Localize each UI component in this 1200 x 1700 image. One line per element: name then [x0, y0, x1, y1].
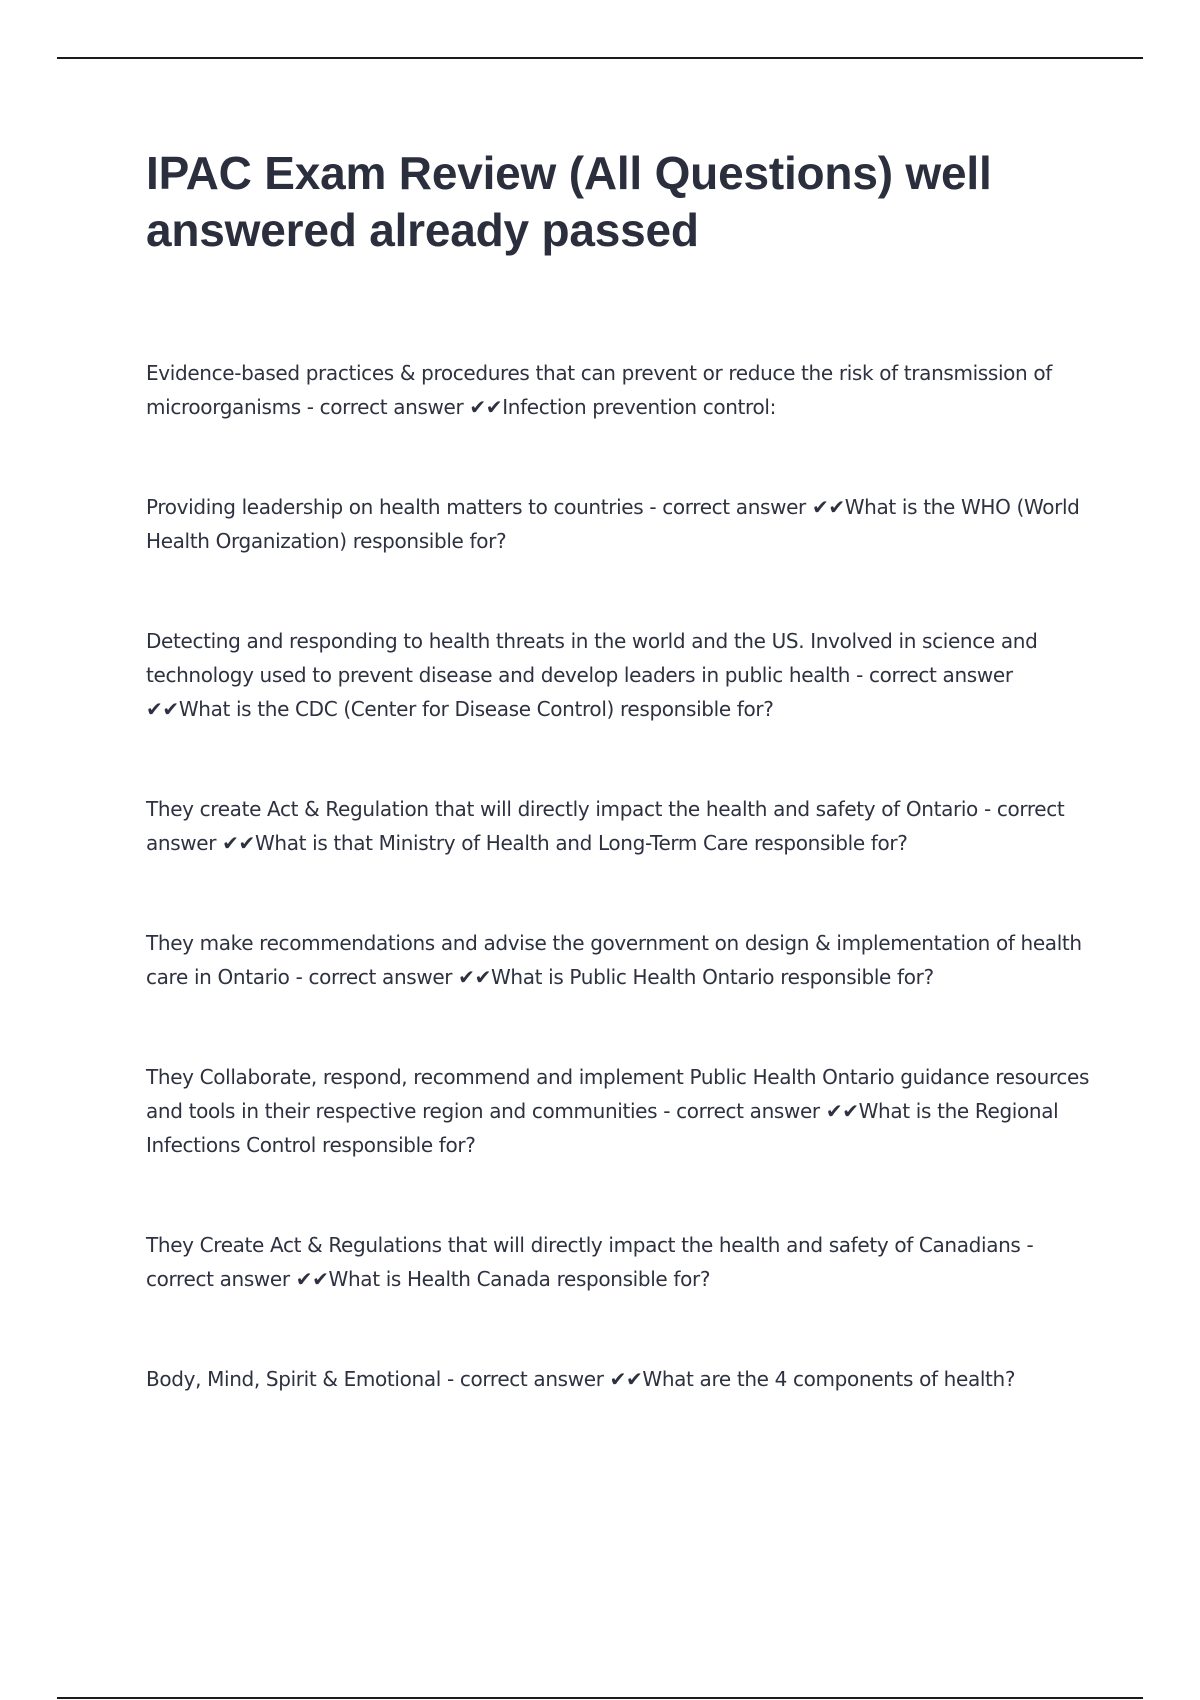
qa-item-text: Providing leadership on health matters to countries - correct answer ✔✔What is the WHO (World Health Organization) responsible for?: [146, 495, 1080, 553]
qa-item-text: Detecting and responding to health threats in the world and the US. Involved in science and technology used to prevent disease and develop leaders in public health - correct answer ✔✔What is the CDC (Center for Disease Control) responsible for?: [146, 629, 1038, 721]
qa-item-text: Body, Mind, Spirit & Emotional - correct answer ✔✔What are the 4 components of health?: [146, 1367, 1016, 1391]
qa-item-text: They Create Act & Regulations that will directly impact the health and safety of Canadians - correct answer ✔✔What is Health Canada responsible for?: [146, 1233, 1034, 1291]
qa-item-text: They make recommendations and advise the government on design & implementation of health care in Ontario - correct answer ✔✔What is Public Health Ontario responsible for?: [146, 931, 1082, 989]
qa-item-text: Evidence-based practices & procedures that can prevent or reduce the risk of transmission of microorganisms - correct answer ✔✔Infection prevention control:: [146, 361, 1052, 419]
qa-item: [146, 1362, 1096, 1396]
qa-item: [146, 1060, 1096, 1162]
document-title: IPAC Exam Review (All Questions) well answered already passed: [146, 147, 992, 256]
top-divider: [57, 57, 1143, 59]
qa-item-text: They Collaborate, respond, recommend and implement Public Health Ontario guidance resources and tools in their respective region and communities - correct answer ✔✔What is the Regional Infections Control responsible for?: [146, 1065, 1090, 1157]
qa-item: [146, 926, 1096, 994]
qa-item: [146, 792, 1096, 860]
qa-item: [146, 490, 1096, 558]
qa-item-text: They create Act & Regulation that will directly impact the health and safety of Ontario - correct answer ✔✔What is that Ministry of Health and Long-Term Care responsible for?: [146, 797, 1065, 855]
qa-item: [146, 1228, 1096, 1296]
bottom-divider: [57, 1697, 1143, 1699]
qa-item: [146, 624, 1096, 726]
qa-item: [146, 356, 1096, 424]
